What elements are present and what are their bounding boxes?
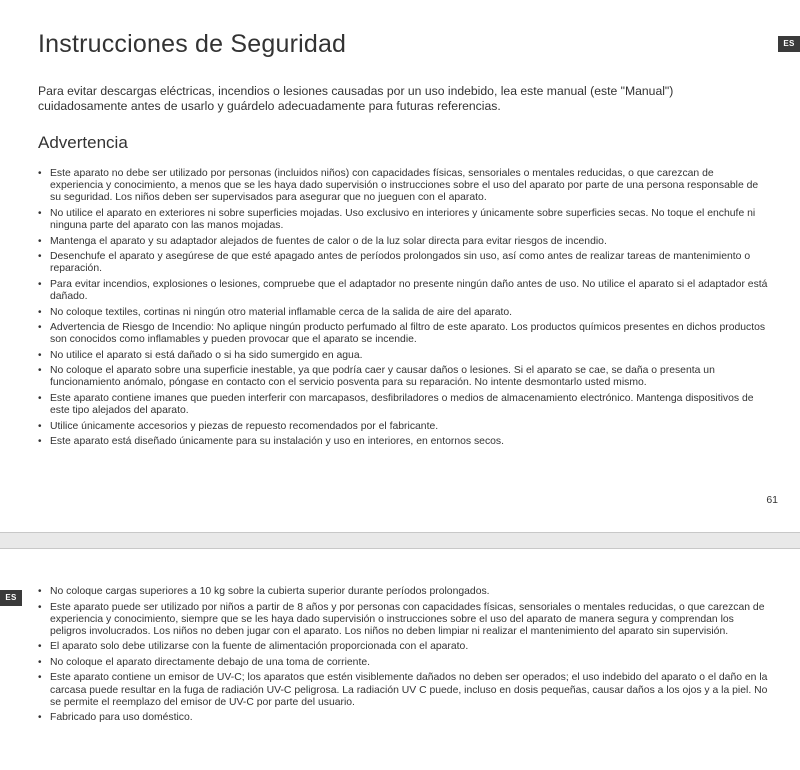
warning-item: • Utilice únicamente accesorios y piezas de repuesto recomendados por el fabricante. — [38, 421, 768, 433]
language-tab: ES — [0, 590, 22, 606]
warning-item: • No coloque el aparato directamente debajo de una toma de corriente. — [38, 657, 768, 669]
section-heading-warning: Advertencia — [38, 133, 128, 152]
warning-item: • No coloque cargas superiores a 10 kg sobre la cubierta superior durante períodos prolongados. — [38, 586, 768, 598]
warning-item: • Este aparato contiene un emisor de UV-C; los aparatos que estén visiblemente dañados no deben ser operados; el uso indebido del aparato o el daño en la carcasa puede resultar en la fuga de radiación UV-C peligrosa. La radiación UV C puede, incluso en dosis pequeñas, causar daños a los ojos y a la piel. No se permite el reemplazo del emisor de UV-C por parte del usuario. — [38, 672, 768, 709]
page-title: Instrucciones de Seguridad — [38, 30, 347, 58]
warning-item: • Fabricado para uso doméstico. — [38, 712, 768, 724]
warning-item: • Advertencia de Riesgo de Incendio: No aplique ningún producto perfumado al filtro de este aparato. Los productos químicos presentes en dichos productos son conocidos como inflamables y pueden provocar que el aparato se incendie. — [38, 322, 768, 346]
warning-item: • Este aparato contiene imanes que pueden interferir con marcapasos, desfibriladores o medios de almacenamiento electrónico. Mantenga dispositivos de este tipo alejados del aparato. — [38, 393, 768, 417]
language-tab: ES — [778, 36, 800, 52]
warning-item: • Desenchufe el aparato y asegúrese de que esté apagado antes de períodos prolongados sin uso, así como antes de realizar tareas de mantenimiento o reparación. — [38, 251, 768, 275]
warning-list-continued — [38, 586, 768, 728]
warning-item: • El aparato solo debe utilizarse con la fuente de alimentación proporcionada con el aparato. — [38, 641, 768, 653]
warning-item: • No utilice el aparato si está dañado o si ha sido sumergido en agua. — [38, 350, 768, 362]
warning-item: • No utilice el aparato en exteriores ni sobre superficies mojadas. Uso exclusivo en interiores y únicamente sobre superficies secas. No toque el enchufe ni ninguna parte del aparato con las manos mojadas. — [38, 208, 768, 232]
page-number: 61 — [766, 494, 778, 506]
warning-item: • Para evitar incendios, explosiones o lesiones, compruebe que el adaptador no presente ningún daño antes de uso. No utilice el aparato si el adaptador está dañado. — [38, 279, 768, 303]
warning-item: • Este aparato está diseñado únicamente para su instalación y uso en interiores, en entornos secos. — [38, 436, 768, 448]
manual-page-62 — [0, 548, 800, 770]
warning-item: • No coloque el aparato sobre una superficie inestable, ya que podría caer y causar daños o lesiones. Si el aparato se cae, se daña o presenta un funcionamiento anómalo, póngase en contacto con el servicio posventa para su reparación. No intente desmontarlo usted mismo. — [38, 365, 768, 389]
warning-item: • Este aparato puede ser utilizado por niños a partir de 8 años y por personas con capacidades físicas, sensoriales o mentales reducidas, o que carezcan de experiencia y conocimiento, siempre que se les haya dado supervisión o instrucciones sobre el uso del aparato de manera segura y comprendan los peligros involucrados. Los niños no deben jugar con el aparato. Los niños no deben limpiar ni realizar el mantenimiento del aparato sin supervisión. — [38, 602, 768, 639]
warning-item: • No coloque textiles, cortinas ni ningún otro material inflamable cerca de la salida de aire del aparato. — [38, 307, 768, 319]
warning-item: • Este aparato no debe ser utilizado por personas (incluidos niños) con capacidades físicas, sensoriales o mentales reducidas, o que carezcan de experiencia y conocimiento, a menos que se les haya dado supervisión o instrucciones sobre el uso del aparato por parte de una persona responsable de su seguridad. Los niños deben ser supervisados para asegurar que no jueguen con el aparato. — [38, 168, 768, 205]
intro-paragraph: Para evitar descargas eléctricas, incendios o lesiones causadas por un uso indebido, lea este manual (este "Manual") cuidadosamente antes de usarlo y guárdelo adecuadamente para futuras referencias. — [38, 84, 674, 113]
warning-item: • Mantenga el aparato y su adaptador alejados de fuentes de calor o de la luz solar directa para evitar riesgos de incendio. — [38, 236, 768, 248]
warning-list — [38, 168, 768, 452]
